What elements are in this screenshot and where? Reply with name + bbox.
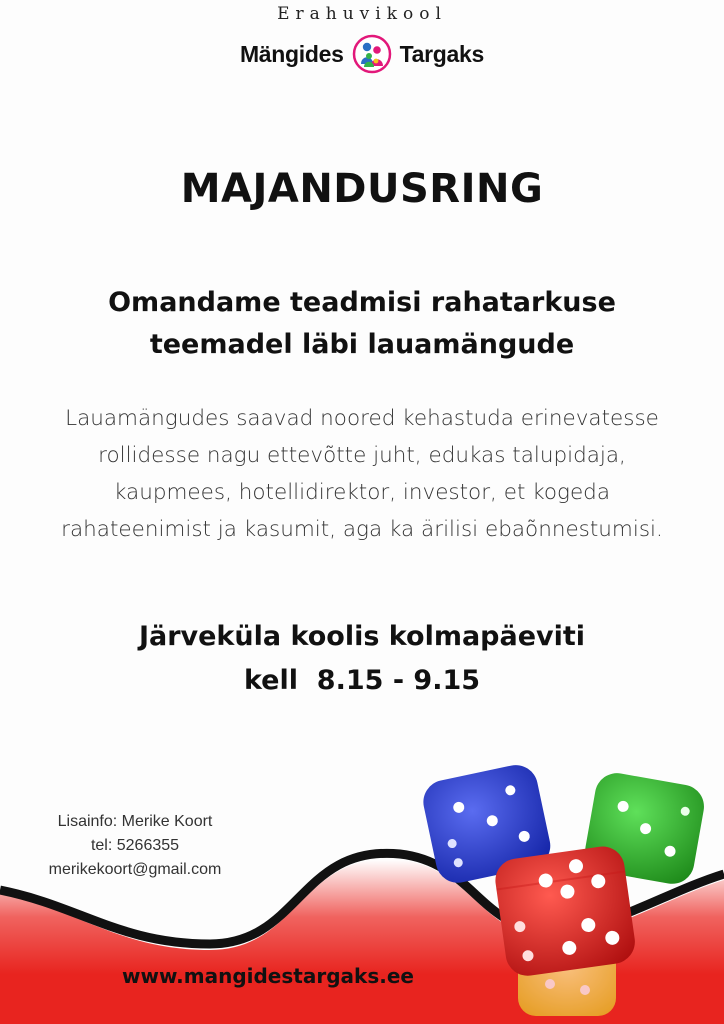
- description: [20, 400, 704, 548]
- subtitle-line: Omandame teadmisi rahatarkuse: [108, 287, 616, 318]
- logo-text-left: Mängides: [239, 40, 344, 67]
- description-line: kaupmees, hotellidirektor, investor, et kogeda: [113, 480, 611, 505]
- contact-phone: tel: 5266355: [90, 837, 180, 854]
- contact-person: Lisainfo: Merike Koort: [57, 813, 213, 830]
- website-link[interactable]: www.mangidestargaks.ee: [122, 964, 414, 988]
- description-line: rollidesse nagu ettevõtte juht, edukas talupidaja,: [98, 443, 626, 468]
- page-title: MAJANDUSRING: [180, 166, 544, 212]
- schedule: [40, 615, 684, 703]
- description-line: rahateenimist ja kasumit, aga ka ärilisi ebaõnnestumisi.: [61, 517, 663, 542]
- logo-text-right: Targaks: [399, 40, 485, 67]
- schedule-location: Järveküla koolis kolmapäeviti: [138, 621, 586, 652]
- subtitle: [40, 282, 684, 366]
- schedule-time: kell 8.15 - 9.15: [243, 665, 481, 696]
- organization-name: Erahuvikool: [277, 4, 447, 24]
- dice-icon: [400, 760, 724, 1024]
- subtitle-line: teemadel läbi lauamängude: [149, 329, 575, 360]
- contact-email[interactable]: merikekoort@gmail.com: [48, 861, 222, 878]
- description-line: Lauamängudes saavad noored kehastuda erinevatesse: [65, 406, 659, 431]
- children-logo-icon: [352, 34, 392, 74]
- logo: [0, 34, 724, 74]
